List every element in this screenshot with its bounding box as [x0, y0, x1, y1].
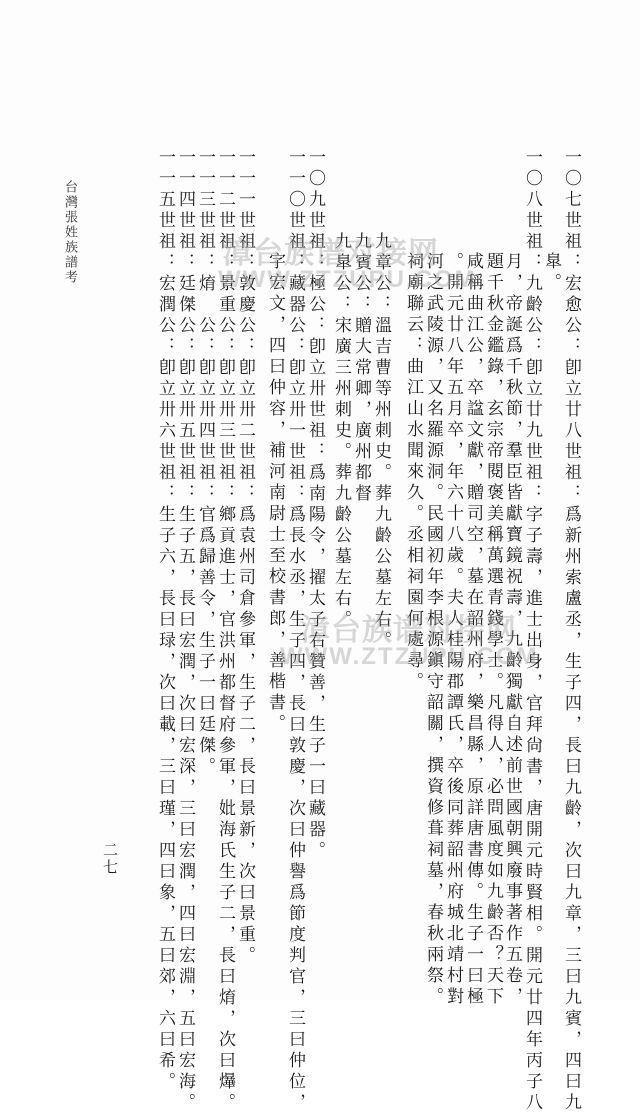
text-column: 一一〇世祖：藏器公：卽立卅一世祖：爲長水丞，生子四，長曰敦慶，次曰仲譽爲節度判官，三曰仲位， [285, 148, 305, 1114]
text-column: 臯。 [541, 252, 561, 294]
text-column: 九賓公：贈大常卿，廣州都督 [351, 232, 371, 505]
watermark-cn-mid: 漳台族谱对接网 [300, 614, 517, 647]
text-column: 字宏文，四曰仲容，補河南尉士至校書郎，善楷書。 [265, 252, 285, 735]
text-column: 一一一世祖：敦慶公：卽立卅二世祖：爲袁州司倉參軍，生子二，長曰景新，次曰景重。 [235, 148, 255, 967]
watermark-url-top: WWW.ZTZUPU.COM [218, 266, 477, 293]
text-column: 。開元廿八年五月卒，年六十八歲。夫人桂陽郡譚氏，卒後同葬韶州府城北靖村對 [443, 252, 463, 1008]
watermark-cn-top: 漳台族谱对接网 [222, 237, 439, 270]
text-column: 一〇九世祖：極公：卽立卅世祖：爲南陽令，擢太子右贊善，生子一曰藏器。 [305, 148, 325, 862]
book-title-header: 台灣張姓族譜考 [62, 180, 77, 285]
text-column: 一一五世祖：宏潤公：卽立卅六世祖：生子六，長曰琭，次曰載，三曰瑾，四曰象，五曰郊，六曰希。 [155, 148, 175, 1093]
text-column: 九章公：溫吉曹等州刺史。葬九齡公墓左右。 [371, 232, 391, 652]
text-column: 咸稱曲江公，卒諡文獻，贈司空，墓在韶州府，樂昌縣，原詳唐書傳。生子一曰極 [463, 252, 483, 1008]
watermark-url-mid: WWW.ZTZUPU.COM [280, 643, 539, 670]
text-column: 九臯公：宋廣三州刺史。葬九齡公墓左右。 [331, 232, 351, 631]
text-column: 題千秋金鑑錄，玄宗帝閱褒美稱萬選青錢學士。凡得人，必問風度如九齡否？天下 [483, 252, 503, 1008]
page-number: 二七 [101, 842, 119, 876]
text-column: 祠廟聯云：曲江山水聞來久。丞相祠園何處尋。 [403, 252, 423, 693]
text-column: 一一二世祖：景重公：卽立卅三世祖：鄉貢進士，官洪州都督府參軍，妣海氏生子二，長曰焴，次曰爗。 [215, 148, 235, 1114]
text-column: 一一四世祖：廷傑公：卽立卅五世祖：生子五，長曰宏潤，次曰宏深，三曰宏潤，四曰宏淵，五曰宏海。 [175, 148, 195, 1114]
text-column: 一一三世祖：焴 公：卽立卅四世祖：官爲歸善令，生子一曰廷傑。 [195, 148, 215, 778]
text-column: 月，帝誕爲千秋節，羣臣皆獻寶鏡祝壽，九齡獨獻自述前世國朝興廢事著作五卷， [502, 252, 522, 1008]
text-column: 一〇八世祖：九齡公：卽立廿九世祖：字子壽，進士出身，官拜尙書，唐開元時賢相。開元廿四年丙子八 [522, 148, 542, 1114]
text-column: 一〇七世祖：宏愈公：卽立廿八世祖：爲新州索盧丞，生子四，長曰九齡，次曰九章，三曰九賓，四曰九 [561, 148, 581, 1114]
text-column: 河之武陵源，又名羅源洞。民國初年李根源鎭守韶關，撰資修葺祠墓，春秋兩祭。 [423, 252, 443, 1008]
